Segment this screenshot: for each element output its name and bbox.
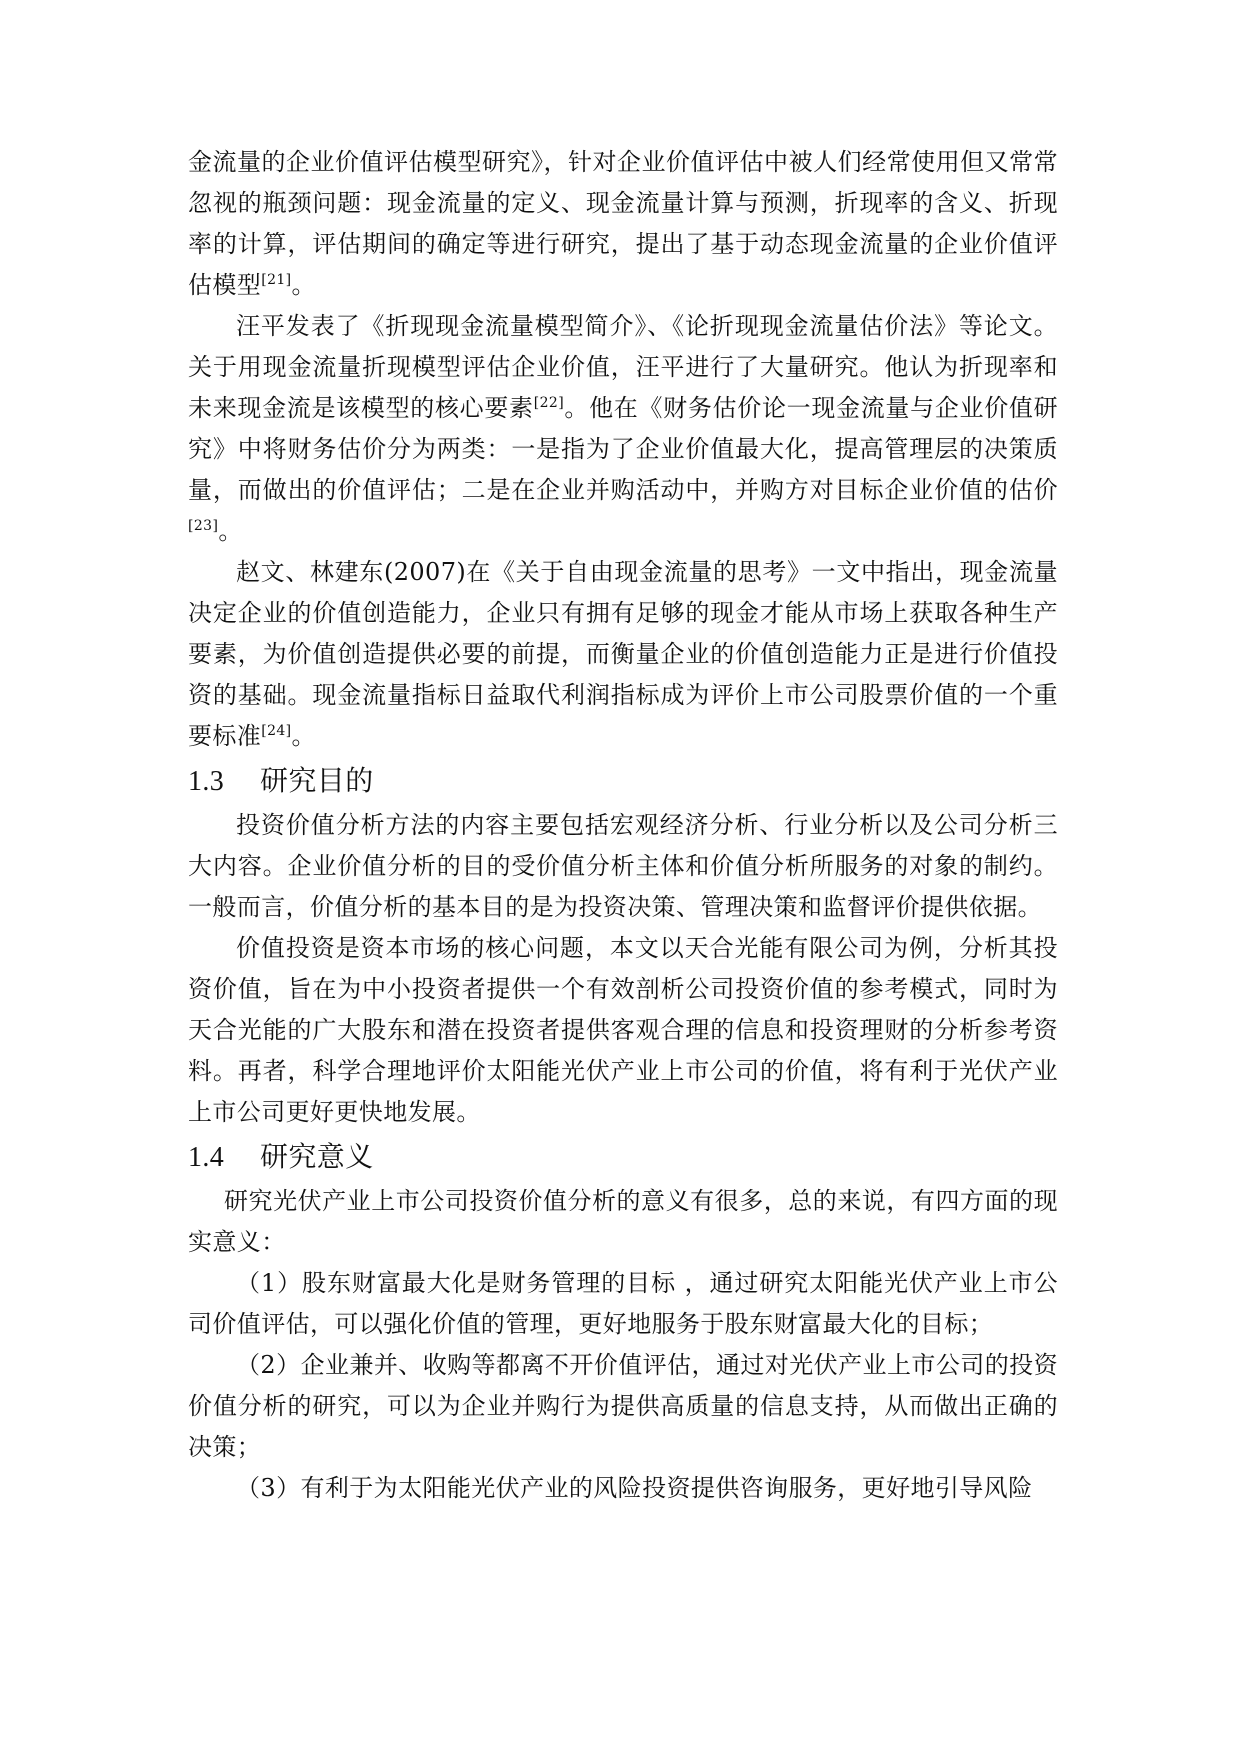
list-item-2: （2）企业兼并、收购等都离不开价值评估，通过对光伏产业上市公司的投资价值分析的研究，可以为企业并购行为提供高质量的信息支持，从而做出正确的决策； [188,1351,1058,1461]
paragraph-zhao-lin: 赵文、林建东(2007)在《关于自由现金流量的思考》一文中指出，现金流量决定企业的价值创造能力，企业只有拥有足够的现金才能从市场上获取各种生产要素，为价值创造提供必要的前提，而衡量企业的价值创造能力正是进行价值投资的基础。现金流量指标日益取代利润指标成为评价上市公司股票价值的一个重要标准[24]。 [188,558,1058,750]
paragraph-significance-intro: 研究光伏产业上市公司投资价值分析的意义有很多，总的来说，有四方面的现实意义： [188,1187,1058,1256]
document-page [188,142,1058,1509]
section-heading-1-3 [188,757,1058,805]
paragraph-wang-ping: 汪平发表了《折现现金流量模型简介》、《论折现现金流量估价法》等论文。关于用现金流量折现模型评估企业价值，汪平进行了大量研究。他认为折现率和未来现金流是该模型的核心要素[22]。他在《财务估价论一现金流量与企业价值研究》中将财务估价分为两类：一是指为了企业价值最大化，提高管理层的决策质量，而做出的价值评估；二是在企业并购活动中，并购方对目标企业价值的估价[23]。 [188,312,1059,545]
section-heading-1-4 [188,1133,1058,1181]
paragraph-purpose-2: 价值投资是资本市场的核心问题，本文以天合光能有限公司为例，分析其投资价值，旨在为中小投资者提供一个有效剖析公司投资价值的参考模式，同时为天合光能的广大股东和潜在投资者提供客观合理的信息和投资理财的分析参考资料。再者，科学合理地评价太阳能光伏产业上市公司的价值，将有利于光伏产业上市公司更好更快地发展。 [188,934,1058,1126]
section-title: 研究意义 [260,1140,374,1173]
list-item-1: （1）股东财富最大化是财务管理的目标 ，通过研究太阳能光伏产业上市公司价值评估，可以强化价值的管理，更好地服务于股东财富最大化的目标； [188,1269,1058,1338]
section-number: 1.3 [188,766,225,797]
citation-22: [22] [533,395,565,411]
citation-23: [23] [188,518,219,534]
paragraph-dcf-model: 金流量的企业价值评估模型研究》，针对企业价值评估中被人们经常使用但又常常忽视的瓶颈问题：现金流量的定义、现金流量计算与预测，折现率的含义、折现率的计算，评估期间的确定等进行研究，提出了基于动态现金流量的企业价值评估模型[21]。 [188,148,1058,299]
section-title: 研究目的 [260,764,374,797]
list-item-3: （3）有利于为太阳能光伏产业的风险投资提供咨询服务，更好地引导风险 [236,1474,1033,1502]
paragraph-purpose-1: 投资价值分析方法的内容主要包括宏观经济分析、行业分析以及公司分析三大内容。企业价值分析的目的受价值分析主体和价值分析所服务的对象的制约。一般而言，价值分析的基本目的是为投资决策、管理决策和监督评价提供依据。 [188,811,1058,921]
citation-21: [21] [261,272,292,288]
section-number: 1.4 [188,1142,225,1173]
citation-24: [24] [261,723,292,739]
